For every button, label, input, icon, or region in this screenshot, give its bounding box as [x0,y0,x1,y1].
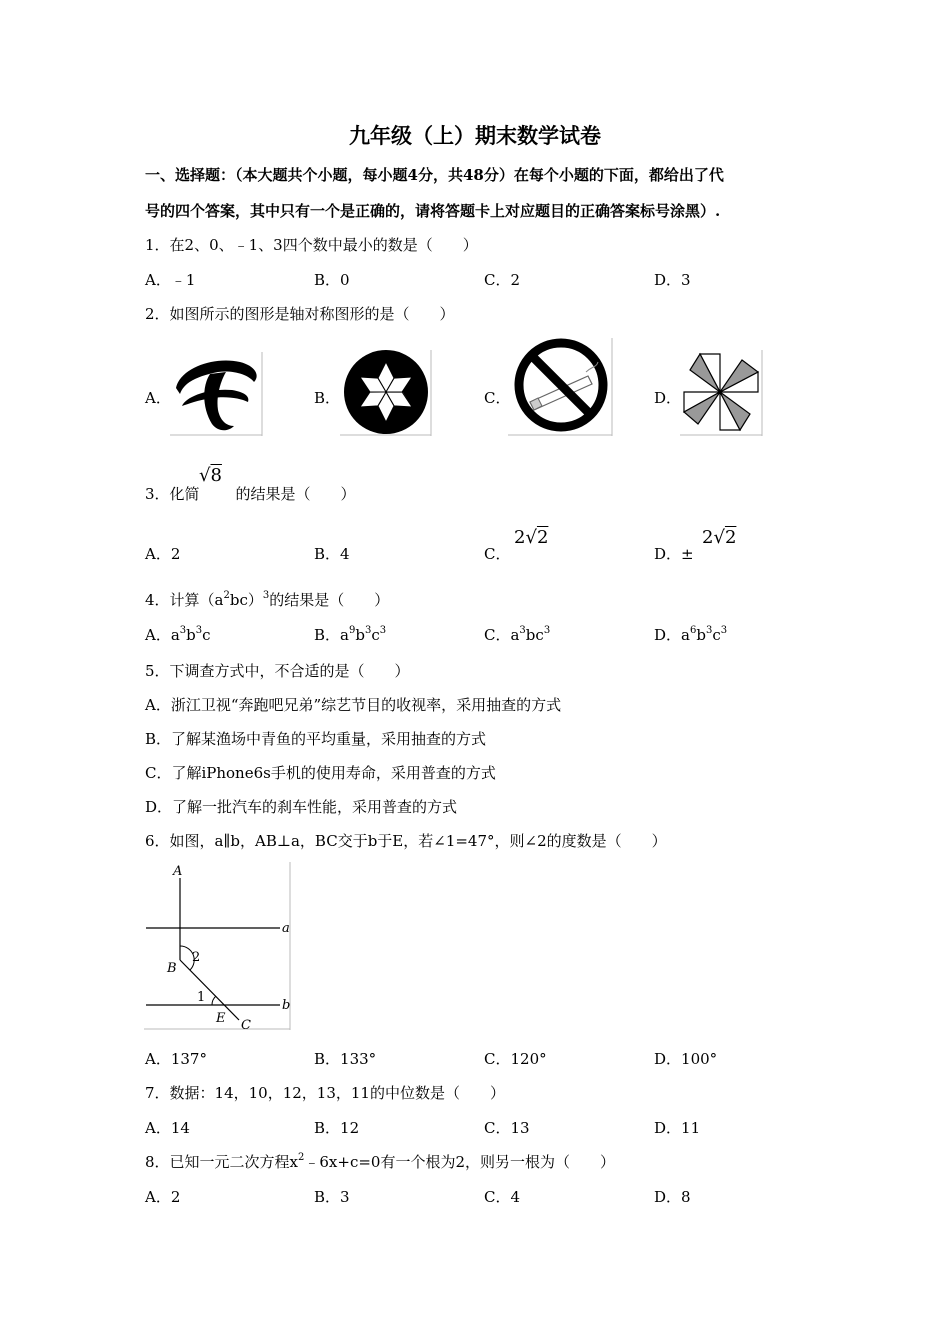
q3-option-d: D．± [654,545,694,563]
q1-option-c: C．2 [484,271,521,289]
q6-geometry-figure [140,860,295,1035]
q3-sqrt8: √8 [199,465,222,486]
q2-option-a: A． [145,389,171,407]
q3-option-a: A．2 [145,545,181,563]
q3-stem-suffix: 的结果是（ ） [235,485,356,503]
q4-stem: 4．计算$(a^2bc)^3$的结果是（ ） [145,590,390,609]
q2-option-b: B． [314,389,341,407]
angle-1-arc [212,996,216,1005]
q6-option-b: B．133° [314,1050,377,1068]
telecom-logo-figure [170,352,264,436]
label-b: b [282,998,291,1013]
q3-stem [145,485,356,503]
page-title: 九年级（上）期末数学试卷 [349,123,601,148]
q3-option-c-radical: 2√2 [514,527,549,548]
q6-stem: 6．如图，a∥b，AB⊥a，BC交于b于E，若∠1=47°，则∠2的度数是（ ） [145,832,667,850]
q5-option-c: C．了解iPhone6s手机的使用寿命，采用普查的方式 [145,764,496,782]
q8-stem: 8．已知一元二次方程$x^2﹣6x+c=0$有一个根为2，则另一根为（ ） [145,1152,616,1171]
label-C: C [241,1018,251,1033]
q2-option-d: D． [654,389,682,407]
q7-option-b: B．12 [314,1119,360,1137]
q5-option-b: B．了解某渔场中青鱼的平均重量，采用抽查的方式 [145,730,487,748]
q8-option-b: B．3 [314,1188,350,1206]
q3-d-coef: 2 [702,527,714,548]
q2-stem: 2．如图所示的图形是轴对称图形的是（ ） [145,305,455,323]
q3-option-d-radical: 2√2 [702,527,737,548]
q8-option-c: C．4 [484,1188,521,1206]
q1-option-b: B．0 [314,271,350,289]
q1-option-d: D．3 [654,271,691,289]
label-angle-1: 1 [197,990,206,1005]
q6-option-a: A．137° [145,1050,207,1068]
label-angle-2: 2 [192,950,201,965]
q3-stem-prefix: 3．化简 [145,485,200,503]
q7-option-a: A．14 [145,1119,190,1137]
q2-option-c: C． [484,389,511,407]
q8-option-a: A．2 [145,1188,181,1206]
label-E: E [216,1011,226,1026]
q5-option-a: A．浙江卫视“奔跑吧兄弟”综艺节目的收视率，采用抽查的方式 [145,696,562,714]
no-smoking-sign-figure [508,338,614,436]
section-instruction-line1: 一、选择题：（本大题共个小题，每小题4分，共48分）在每个小题的下面，都给出了代 [145,166,724,184]
section-instruction-line2: 号的四个答案，其中只有一个是正确的，请将答题卡上对应题目的正确答案标号涂黑）. [145,202,721,220]
pinwheel-figure [680,350,764,436]
q4-option-c: C．$a^3bc^3$ [484,625,551,644]
q6-option-d: D．100° [654,1050,718,1068]
q7-option-c: C．13 [484,1119,530,1137]
q3-c-radicand: 2 [536,527,549,548]
q3-c-coef: 2 [514,527,526,548]
q6-option-c: C．120° [484,1050,547,1068]
label-A: A [173,864,183,879]
q4-option-a: A．$a^3b^3c$ [145,625,211,644]
q7-stem: 7．数据：14，10，12，13，11的中位数是（ ） [145,1084,505,1102]
q3-radicand: 8 [210,465,222,486]
q3-option-c: C． [484,545,511,563]
q5-option-d: D．了解一批汽车的刹车性能，采用普查的方式 [145,798,458,816]
q5-stem: 5．下调查方式中，不合适的是（ ） [145,662,410,680]
q4-option-b: B．$a^9b^3c^3$ [314,625,387,644]
star-circle-figure [340,350,434,436]
q3-d-radicand: 2 [724,527,737,548]
q8-option-d: D．8 [654,1188,691,1206]
label-B: B [167,961,177,976]
q1-stem: 1．在2、0、﹣1、3四个数中最小的数是（ ） [145,236,478,254]
q4-option-d: D．$a^6b^3c^3$ [654,625,728,644]
q1-option-a: A．﹣1 [145,271,196,289]
label-a: a [282,921,290,936]
q3-option-b: B．4 [314,545,350,563]
q7-option-d: D．11 [654,1119,701,1137]
line-bc [180,960,239,1020]
